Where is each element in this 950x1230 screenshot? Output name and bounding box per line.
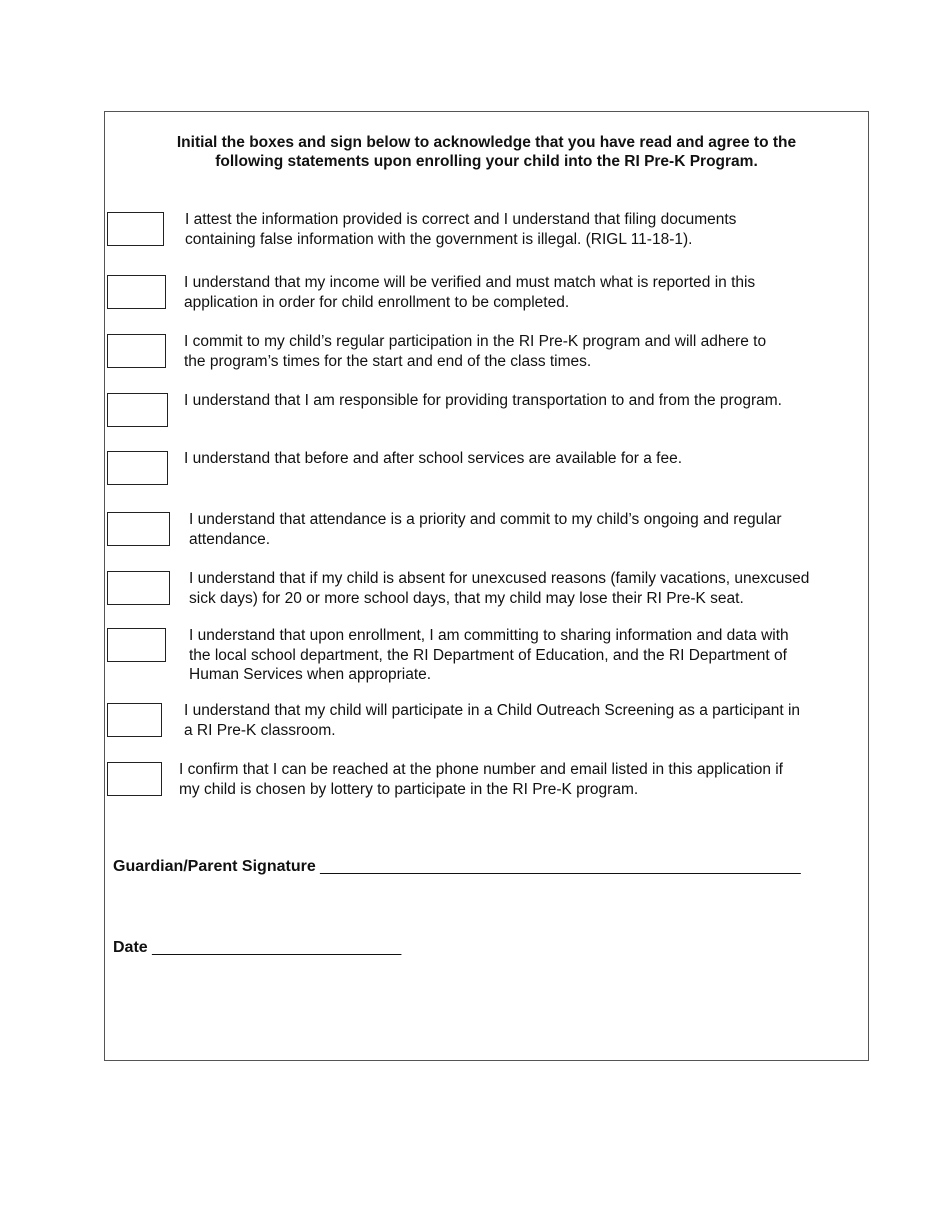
initial-box-8[interactable] [107,628,166,662]
statement-text-2: I understand that my income will be verified and must match what is reported in this application in order for child enrollment to be completed. [184,274,756,311]
statement-text-9: I understand that my child will participate in a Child Outreach Screening as a participant in a RI Pre-K classroom. [184,702,801,739]
statement-text-5: I understand that before and after school services are available for a fee. [184,450,683,467]
date-line[interactable] [113,939,401,957]
initial-box-3[interactable] [107,334,166,368]
date-label: Date [113,939,148,956]
initial-box-5[interactable] [107,451,168,485]
signature-blank[interactable]: ______________________________________________________ [320,858,801,875]
acknowledgement-form [104,111,869,1061]
form-instructions: Initial the boxes and sign below to acknowledge that you have read and agree to the following statements upon enrolling your child into the RI Pre-K Program. [176,134,797,170]
statement-text-4: I understand that I am responsible for providing transportation to and from the program. [184,392,782,409]
statement-text-6: I understand that attendance is a priority and commit to my child’s ongoing and regular attendance. [189,511,782,548]
statement-text-3: I commit to my child’s regular participation in the RI Pre-K program and will adhere to the program’s times for the start and end of the class times. [184,333,767,370]
initial-box-4[interactable] [107,393,168,427]
signature-line[interactable] [113,858,801,876]
initial-box-9[interactable] [107,703,162,737]
date-blank[interactable]: ____________________________ [152,939,402,956]
statement-text-1: I attest the information provided is correct and I understand that filing documents containing false information with the government is illegal. (RIGL 11-18-1). [185,211,737,248]
initial-box-6[interactable] [107,512,170,546]
initial-box-2[interactable] [107,275,166,309]
statement-text-8: I understand that upon enrollment, I am committing to sharing information and data with the local school department, the RI Department of Education, and the RI Department of Human Services when appropriate. [189,627,789,683]
statement-text-7: I understand that if my child is absent for unexcused reasons (family vacations, unexcused sick days) for 20 or more school days, that my child may lose their RI Pre-K seat. [189,570,810,607]
statement-text-10: I confirm that I can be reached at the phone number and email listed in this application if my child is chosen by lottery to participate in the RI Pre-K program. [179,761,783,798]
signature-label: Guardian/Parent Signature [113,858,316,875]
initial-box-1[interactable] [107,212,164,246]
initial-box-7[interactable] [107,571,170,605]
initial-box-10[interactable] [107,762,162,796]
